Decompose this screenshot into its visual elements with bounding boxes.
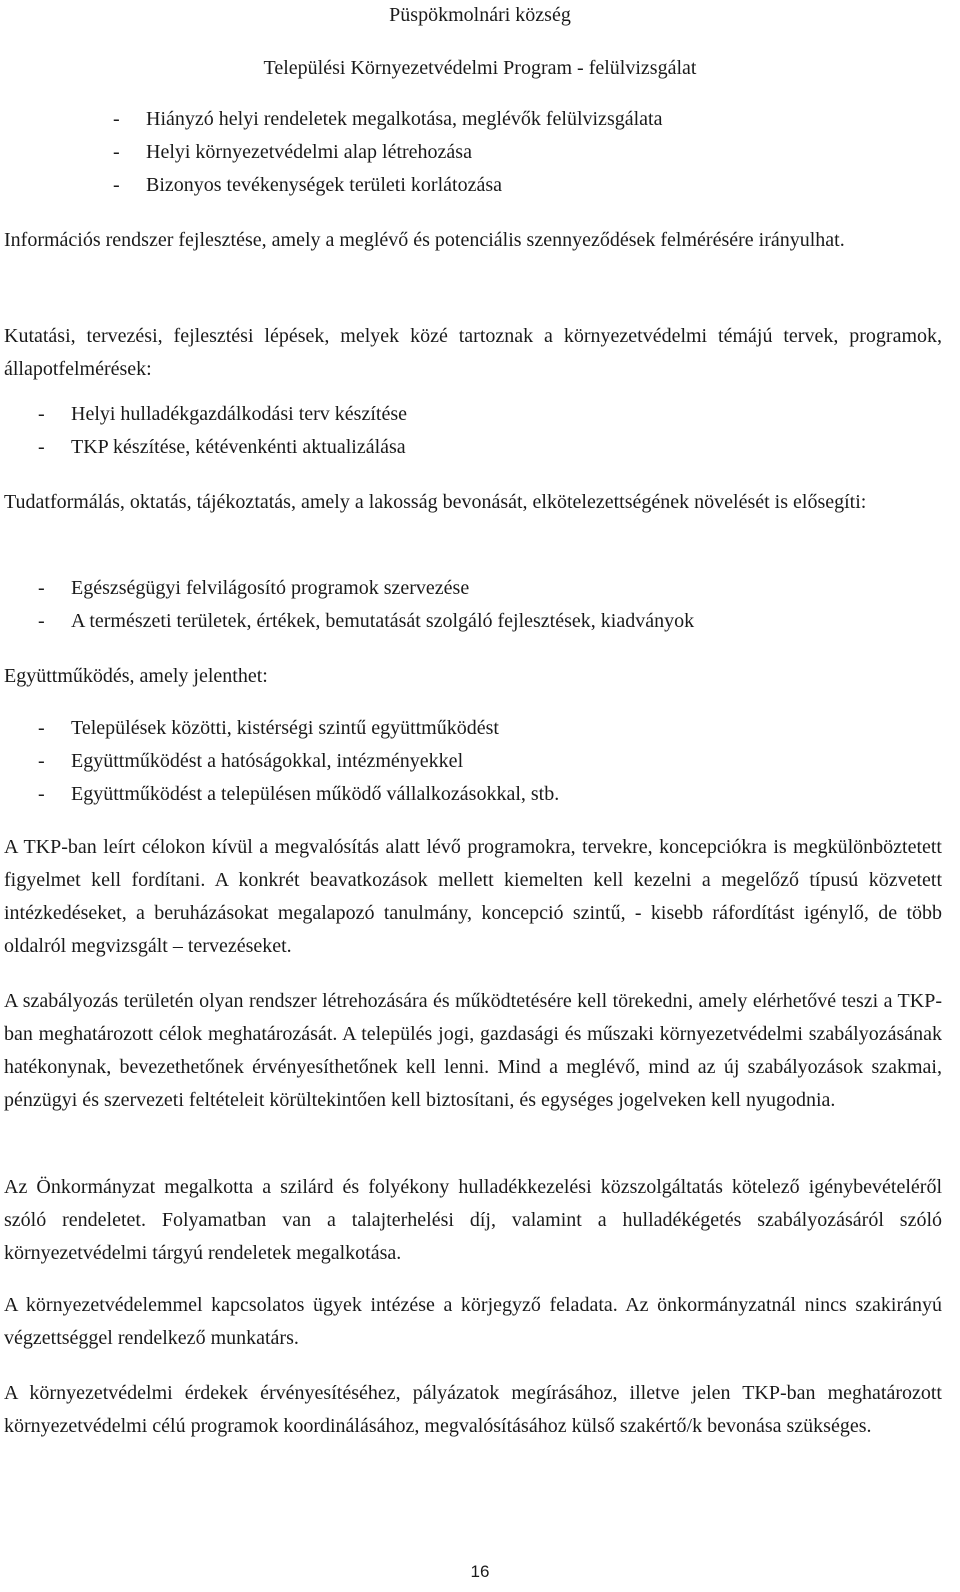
paragraph-administration: A környezetvédelemmel kapcsolatos ügyek intézése a körjegyző feladata. Az önkormányzatnál nincs szakirányú végzettséggel rendelkező munkatárs. bbox=[4, 1294, 942, 1349]
list-item: - Együttműködést a településen működő vállalkozásokkal, stb. bbox=[38, 778, 938, 811]
page-number: 16 bbox=[470, 1562, 490, 1581]
paragraph-tkp-goals: A TKP-ban leírt célokon kívül a megvalósítás alatt lévő programokra, tervekre, koncepciókra is megkülönböztetett figyelmet kell fordítani. A konkrét beavatkozások mellett kiemelten kell kezelni a megelőző típusú közvetett intézkedéseket, a beruházásokat megalapozó tanulmány, koncepció szintű, - kisebb ráfordítást igénylő, de több oldalról megvizsgált – tervezéseket. bbox=[4, 836, 942, 957]
document-header-title: Püspökmolnári község bbox=[389, 4, 571, 26]
dash-bullet: - bbox=[38, 610, 45, 632]
list-item: - Helyi környezetvédelmi alap létrehozása bbox=[113, 136, 933, 169]
paragraph-regulation: A szabályozás területén olyan rendszer létrehozására és működtetésére kell törekedni, amely elérhetővé teszi a TKP-ban meghatározott célok meghatározását. A település jogi, gazdasági és műszaki környezetvédelmi szabályozásának hatékonynak, bevezethetőnek érvényesíthetőnek kell lenni. Mind a meglévő, mind az új szabályozások szakmai, pénzügyi és szervezeti feltételeit körültekintően kell biztosítani, és egységes jogelveken kell nyugodnia. bbox=[4, 990, 942, 1111]
paragraph-waste-regulation: Az Önkormányzat megalkotta a szilárd és folyékony hulladékkezelési közszolgáltatás kötelező igénybevételéről szóló rendeletet. Folyamatban van a talajterhelési díj, valamint a hulladékégetés szabályozásáról szóló környezetvédelmi tárgyú rendeletek megalkotása. bbox=[4, 1176, 942, 1264]
list-item: - Együttműködést a hatóságokkal, intézményekkel bbox=[38, 745, 938, 778]
list-item: - Hiányzó helyi rendeletek megalkotása, meglévők felülvizsgálata bbox=[113, 103, 933, 136]
dash-bullet: - bbox=[38, 717, 45, 739]
bullet-list-plans bbox=[38, 398, 938, 464]
list-item: - Bizonyos tevékenységek területi korlátozása bbox=[113, 169, 933, 202]
dash-bullet: - bbox=[113, 174, 120, 196]
bullet-list-education bbox=[38, 572, 938, 638]
paragraph-information-system: Információs rendszer fejlesztése, amely a meglévő és potenciális szennyeződések felmérésére irányulhat. bbox=[4, 229, 845, 251]
paragraph-experts: A környezetvédelmi érdekek érvényesítéséhez, pályázatok megírásához, illetve jelen TKP-ban meghatározott környezetvédelmi célú programok koordinálásához, megvalósításához külső szakértő/k bevonása szükséges. bbox=[4, 1382, 942, 1437]
document-header-subtitle: Települési Környezetvédelmi Program - felülvizsgálat bbox=[263, 57, 697, 79]
bullet-list-cooperation bbox=[38, 712, 938, 811]
dash-bullet: - bbox=[38, 436, 45, 458]
list-item: - Egészségügyi felvilágosító programok szervezése bbox=[38, 572, 938, 605]
list-item: - TKP készítése, kétévenkénti aktualizálása bbox=[38, 431, 938, 464]
list-item: - Helyi hulladékgazdálkodási terv készítése bbox=[38, 398, 938, 431]
dash-bullet: - bbox=[38, 750, 45, 772]
dash-bullet: - bbox=[113, 108, 120, 130]
dash-bullet: - bbox=[38, 783, 45, 805]
bullet-list-regulation bbox=[113, 103, 933, 202]
dash-bullet: - bbox=[113, 141, 120, 163]
dash-bullet: - bbox=[38, 577, 45, 599]
list-item: - A természeti területek, értékek, bemutatását szolgáló fejlesztések, kiadványok bbox=[38, 605, 938, 638]
paragraph-research-planning: Kutatási, tervezési, fejlesztési lépések, melyek közé tartoznak a környezetvédelmi témájú tervek, programok, állapotfelmérések: bbox=[4, 325, 942, 380]
list-item: - Települések közötti, kistérségi szintű együttműködést bbox=[38, 712, 938, 745]
paragraph-cooperation: Együttműködés, amely jelenthet: bbox=[4, 665, 268, 687]
paragraph-awareness: Tudatformálás, oktatás, tájékoztatás, amely a lakosság bevonását, elkötelezettségének növelését is elősegíti: bbox=[4, 491, 867, 513]
dash-bullet: - bbox=[38, 403, 45, 425]
